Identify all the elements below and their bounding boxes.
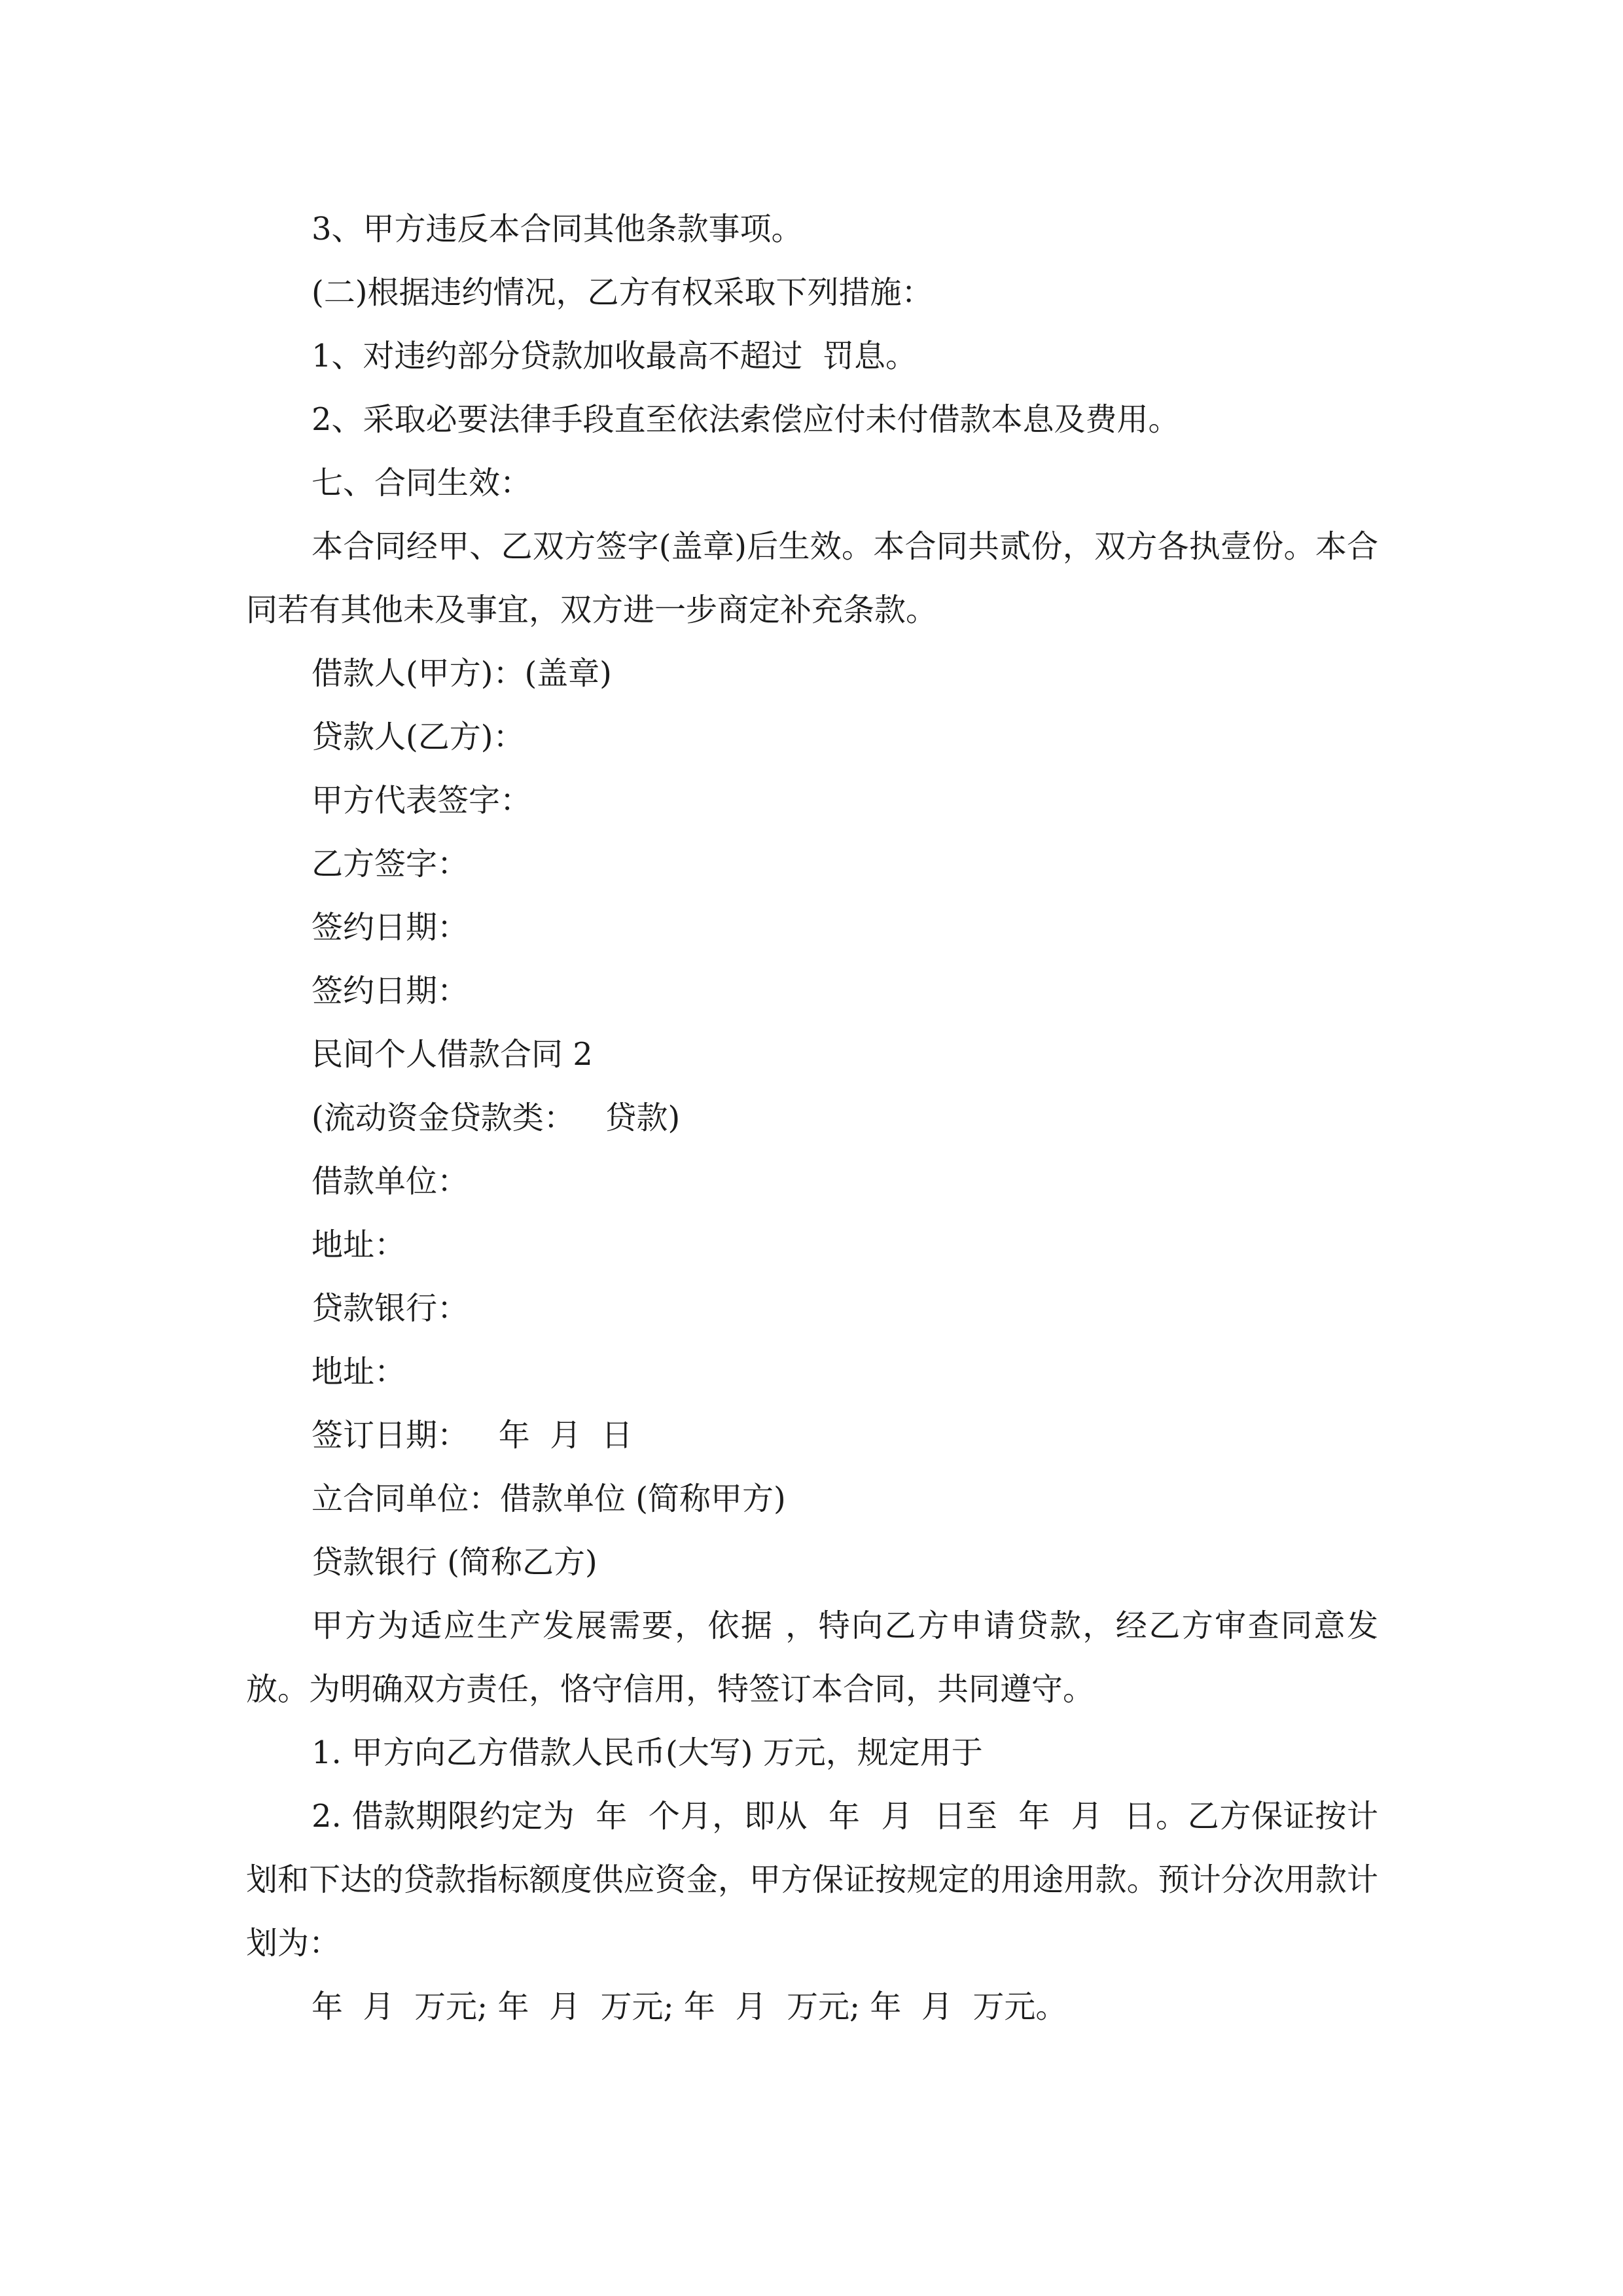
loan-category: (流动资金贷款类： 贷款): [312, 1100, 681, 1136]
paragraph-breach-item-3: 3、甲方违反本合同其他条款事项。: [312, 211, 803, 247]
field-lending-bank: 贷款银行：: [312, 1290, 469, 1327]
field-borrower: 借款人(甲方)：(盖章): [312, 655, 612, 692]
clause-1: 1. 甲方向乙方借款人民币(大写) 万元，规定用于: [312, 1734, 983, 1771]
paragraph-remedy-2: 2、采取必要法律手段直至依法索偿应付未付借款本息及费用。: [312, 401, 1180, 438]
field-address-2: 地址：: [312, 1354, 406, 1390]
field-borrowing-unit: 借款单位：: [312, 1163, 469, 1200]
paragraph-remedy-1: 1、对违约部分贷款加收最高不超过 罚息。: [312, 338, 918, 374]
field-address-1: 地址：: [312, 1227, 406, 1263]
field-signing-date-1: 签约日期：: [312, 909, 469, 946]
paragraph-preamble: 甲方为适应生产发展需要，依据 ，特向乙方申请贷款，经乙方审查同意发放。为明确双方责任，恪守信用，特签订本合同，共同遵守。: [246, 1607, 1378, 1708]
field-contracting-unit: 立合同单位：借款单位 (简称甲方): [312, 1480, 786, 1517]
contract-title-2: 民间个人借款合同 2: [312, 1036, 593, 1073]
field-signing-date: 签订日期： 年 月 日: [312, 1417, 633, 1454]
section-heading-effectiveness: 七、合同生效：: [312, 465, 532, 501]
payment-schedule: 年 月 万元; 年 月 万元; 年 月 万元; 年 月 万元。: [312, 1988, 1067, 2025]
field-party-a-signature: 甲方代表签字：: [312, 782, 532, 819]
document-body: [246, 198, 1378, 2039]
field-signing-date-2: 签约日期：: [312, 973, 469, 1009]
field-lender: 贷款人(乙方)：: [312, 719, 525, 755]
paragraph-remedies-heading: (二)根据违约情况，乙方有权采取下列措施：: [312, 274, 933, 311]
field-party-b-signature: 乙方签字：: [312, 846, 469, 882]
paragraph-effectiveness: 本合同经甲、乙双方签字(盖章)后生效。本合同共贰份，双方各执壹份。本合同若有其他未及事宜，双方进一步商定补充条款。: [246, 528, 1378, 628]
clause-2: 2. 借款期限约定为 年 个月，即从 年 月 日至 年 月 日。乙方保证按计划和下达的贷款指标额度供应资金，甲方保证按规定的用途用款。预计分次用款计划为：: [246, 1798, 1378, 1962]
field-bank-party-b: 贷款银行 (简称乙方): [312, 1544, 597, 1581]
